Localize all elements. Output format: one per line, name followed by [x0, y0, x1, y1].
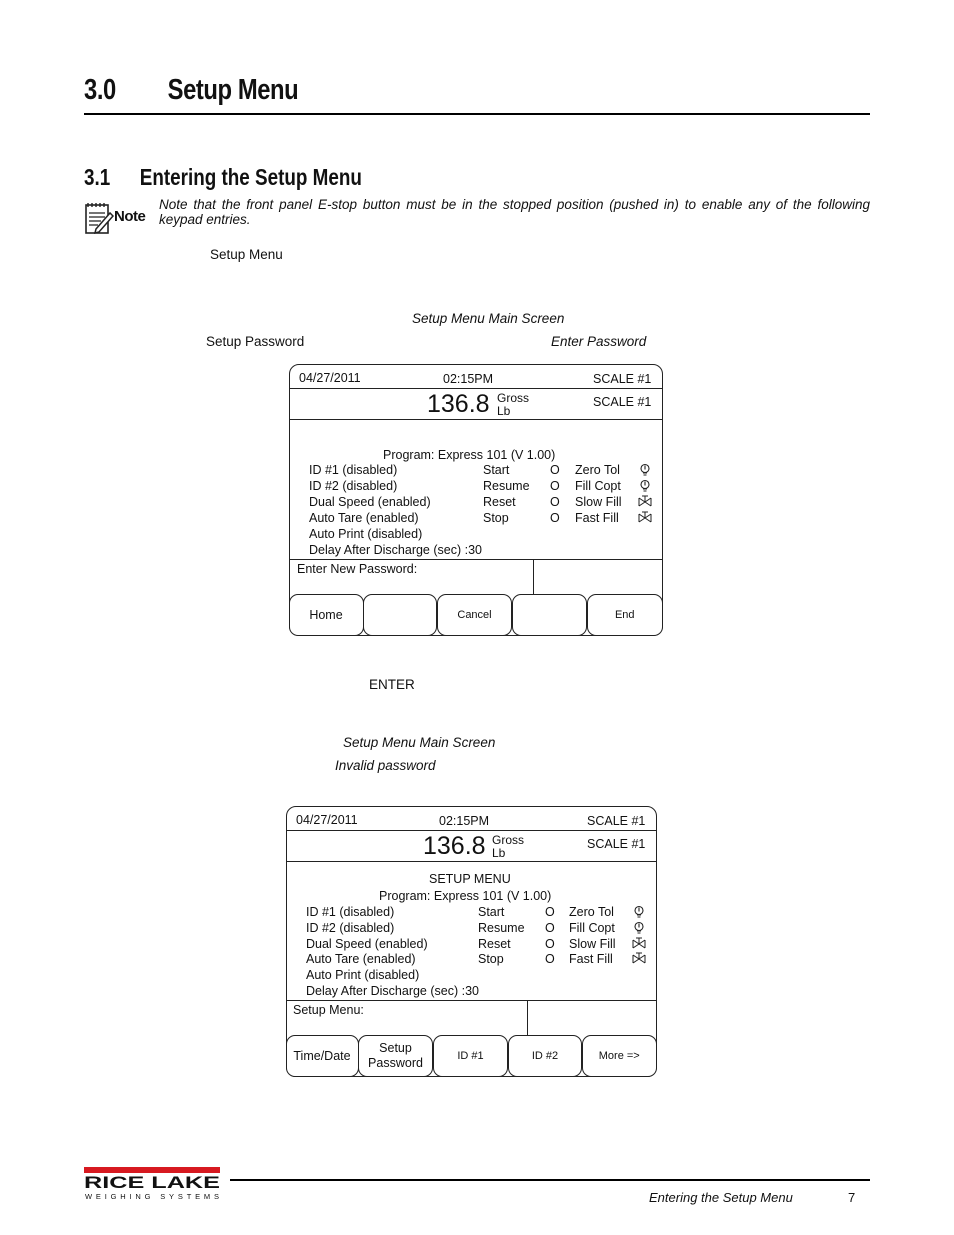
screen-date: 04/27/2011 [296, 813, 358, 827]
input-label: Start [478, 905, 505, 919]
screen-date: 04/27/2011 [299, 371, 361, 385]
output-label: Fast Fill [569, 952, 613, 966]
input-label: Resume [483, 479, 530, 493]
output-label: Fast Fill [575, 511, 619, 525]
enter-key-text: ENTER [369, 677, 415, 692]
home-button[interactable]: Home [289, 594, 364, 636]
input-label: Stop [483, 511, 509, 525]
screen-caption-1: Setup Menu Main Screen [412, 311, 565, 326]
footer-title: Entering the Setup Menu [649, 1190, 793, 1205]
password-screen [289, 364, 663, 636]
section-number: 3.0 [84, 74, 116, 106]
softkey-4-button[interactable] [512, 594, 587, 636]
weight-unit: Lb [492, 846, 506, 860]
weight-display: 136.8 [427, 390, 490, 418]
heading-rule [84, 113, 870, 115]
weight-display: 136.8 [423, 832, 486, 860]
list-item: Auto Print (disabled) [306, 968, 420, 982]
time-date-button[interactable]: Time/Date [286, 1035, 359, 1077]
input-status: O [550, 463, 560, 477]
input-status: O [545, 952, 555, 966]
scale-indicator: SCALE #1 [593, 395, 652, 409]
subsection-title: Entering the Setup Menu [139, 164, 362, 190]
screen-caption-2: Setup Menu Main Screen [343, 735, 496, 750]
footer-rule [230, 1179, 870, 1181]
weight-mode: Gross [497, 391, 530, 405]
screen-scale-label: SCALE #1 [587, 814, 646, 828]
id-1-button[interactable]: ID #1 [433, 1035, 508, 1077]
screen-scale-label: SCALE #1 [593, 372, 652, 386]
output-label: Fill Copt [575, 479, 621, 493]
list-item: Auto Print (disabled) [309, 527, 423, 541]
input-label: Start [483, 463, 510, 477]
weight-mode: Gross [492, 833, 525, 847]
output-label: Fill Copt [569, 921, 615, 935]
list-item: Dual Speed (enabled) [309, 495, 431, 509]
softkey-2-button[interactable] [363, 594, 437, 636]
more-button[interactable]: More => [582, 1035, 657, 1077]
input-status: O [545, 921, 555, 935]
page-number: 7 [848, 1190, 856, 1205]
setup-password-text: Setup Password [206, 334, 305, 349]
section-heading [84, 74, 298, 107]
list-item: Auto Tare (enabled) [306, 952, 416, 966]
svg-text:RICE LAKE: RICE LAKE [84, 1173, 220, 1192]
input-status: O [550, 495, 560, 509]
list-item: Delay After Discharge (sec) :30 [309, 543, 482, 557]
svg-text:WEIGHING SYSTEMS: WEIGHING SYSTEMS [85, 1192, 219, 1201]
input-label: Stop [478, 952, 504, 966]
valve-icon [632, 952, 646, 966]
output-label: Zero Tol [575, 463, 620, 477]
note-text: Note that the front panel E-stop button must be in the stopped position (pushed in) to enable any of the following keypad entries. [159, 197, 870, 227]
valve-icon [632, 937, 646, 951]
notepad-icon [84, 201, 114, 235]
input-label: Reset [483, 495, 516, 509]
invalid-password-text: Invalid password [335, 758, 436, 773]
menu-prompt: Setup Menu: [293, 1003, 364, 1017]
output-label: Zero Tol [569, 905, 614, 919]
screen-time: 02:15PM [443, 372, 494, 386]
enter-password-text: Enter Password [551, 334, 647, 349]
note-label: Note [114, 208, 146, 225]
input-status: O [545, 905, 555, 919]
list-item: ID #2 (disabled) [309, 479, 398, 493]
list-item: ID #2 (disabled) [306, 921, 395, 935]
program-version: Program: Express 101 (V 1.00) [383, 448, 556, 462]
input-status: O [545, 937, 555, 951]
subsection-heading [84, 164, 362, 191]
subsection-number: 3.1 [84, 164, 111, 190]
list-item: ID #1 (disabled) [309, 463, 398, 477]
end-button[interactable]: End [587, 594, 663, 636]
lightbulb-icon [638, 463, 652, 477]
list-item: Delay After Discharge (sec) :30 [306, 984, 479, 998]
lightbulb-icon [638, 479, 652, 493]
id-2-button[interactable]: ID #2 [508, 1035, 582, 1077]
output-label: Slow Fill [569, 937, 616, 951]
lightbulb-icon [632, 921, 646, 935]
section-title: Setup Menu [167, 74, 299, 106]
weight-unit: Lb [497, 404, 511, 418]
input-label: Reset [478, 937, 511, 951]
password-prompt: Enter New Password: [297, 562, 418, 576]
list-item: Auto Tare (enabled) [309, 511, 419, 525]
input-status: O [550, 479, 560, 493]
valve-icon [638, 495, 652, 509]
setup-password-button[interactable]: Setup Password [358, 1035, 433, 1077]
screen-time: 02:15PM [439, 814, 490, 828]
lightbulb-icon [632, 905, 646, 919]
cancel-button[interactable]: Cancel [437, 594, 512, 636]
output-label: Slow Fill [575, 495, 622, 509]
input-label: Resume [478, 921, 525, 935]
setup-menu-screen [286, 806, 657, 1077]
list-item: ID #1 (disabled) [306, 905, 395, 919]
input-status: O [550, 511, 560, 525]
list-item: Dual Speed (enabled) [306, 937, 428, 951]
rice-lake-logo [84, 1167, 222, 1201]
program-version: Program: Express 101 (V 1.00) [379, 889, 552, 903]
menu-heading: SETUP MENU [429, 872, 511, 886]
setup-menu-text: Setup Menu [210, 247, 283, 262]
valve-icon [638, 511, 652, 525]
scale-indicator: SCALE #1 [587, 837, 646, 851]
